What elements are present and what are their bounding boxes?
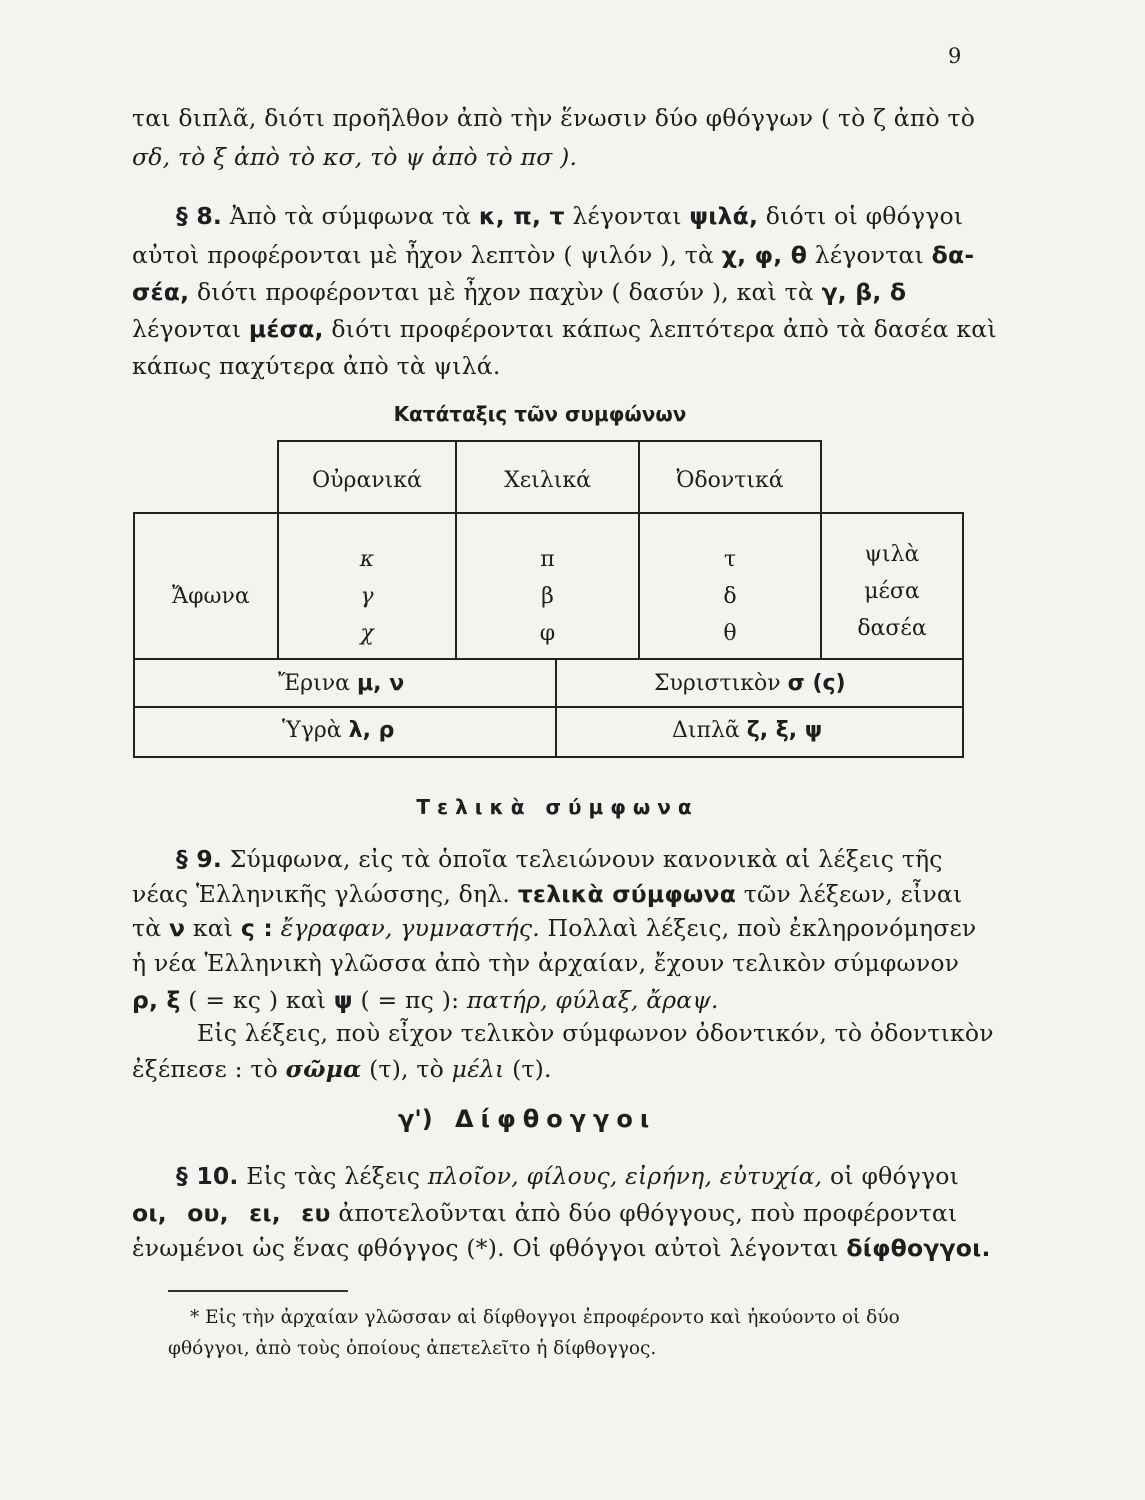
type-dasea: δασέα bbox=[857, 616, 927, 641]
nasal-label: Ἔρινα bbox=[278, 671, 350, 696]
footnote-line-2: φθόγγοι, ἀπὸ τοὺς ὁποίους ἀπετελεῖτο ἡ δίφθογγος. bbox=[168, 1338, 657, 1359]
text-span: διότι προφέρονται κάπως λεπτότερα ἀπὸ τὰ δασέα καὶ bbox=[331, 315, 997, 343]
table-rule bbox=[133, 756, 964, 758]
heading-title: Δίφθογγοι bbox=[455, 1105, 657, 1133]
bold-letters: γ, β, δ bbox=[821, 278, 907, 306]
section-8-line-1 bbox=[176, 202, 963, 230]
text-span: οἱ φθόγγοι bbox=[830, 1162, 960, 1190]
text-span: ἐξέπεσε : τὸ bbox=[132, 1055, 278, 1083]
bold-letters: ρ, ξ bbox=[132, 986, 181, 1014]
term-mesa: μέσα, bbox=[248, 315, 324, 343]
letter-theta: θ bbox=[723, 621, 737, 646]
palatal-letters bbox=[279, 541, 455, 652]
bold-letters: ν bbox=[168, 914, 186, 942]
letter-phi: φ bbox=[539, 621, 556, 646]
liquid-letters: λ, ρ bbox=[348, 718, 395, 743]
bold-letters: κ, π, τ bbox=[478, 202, 565, 230]
letter-pi: π bbox=[540, 547, 555, 572]
letter-kappa: κ bbox=[359, 547, 375, 572]
double-cell bbox=[672, 718, 822, 743]
text-span: Πολλαὶ λέξεις, ποὺ ἐκληρονόμησεν bbox=[547, 914, 977, 942]
section-9-line-4: ἡ νέα Ἑλληνικὴ γλῶσσα ἀπὸ τὴν ἀρχαίαν, ἔχουν τελικὸν σύμφωνον bbox=[132, 949, 960, 977]
sibilant-letters: σ (ς) bbox=[787, 671, 846, 696]
table-rule bbox=[133, 658, 963, 660]
sibilant-cell bbox=[654, 671, 846, 696]
text-span: Εἰς τὰς λέξεις bbox=[246, 1162, 421, 1190]
double-letters: ζ, ξ, ψ bbox=[746, 718, 823, 743]
sibilant-label: Συριστικὸν bbox=[654, 671, 781, 696]
text-span: Ἀπὸ τὰ σύμφωνα τὰ bbox=[229, 202, 472, 230]
table-caption bbox=[0, 402, 1080, 426]
section-8-number: § 8. bbox=[176, 202, 223, 230]
term-telika-symfona: τελικὰ σύμφωνα bbox=[517, 880, 737, 908]
header-dental: Ὀδοντικά bbox=[676, 468, 784, 493]
example-meli: μέλι bbox=[451, 1055, 505, 1083]
term-dasea-end: σέα, bbox=[132, 278, 190, 306]
term-dasea-start: δα- bbox=[931, 241, 975, 269]
liquid-label: Ὑγρὰ bbox=[282, 718, 342, 743]
text-span: Σύμφωνα, εἰς τὰ ὁποῖα τελειώνουν κανονικὰ αἱ λέξεις τῆς bbox=[229, 845, 943, 873]
type-psila: ψιλὰ bbox=[864, 542, 920, 567]
intro-line-1: ται διπλᾶ, διότι προῆλθον ἀπὸ τὴν ἕνωσιν δύο φθόγγων ( τὸ ζ ἀπὸ τὸ bbox=[132, 104, 976, 132]
final-consonants-heading-text: Τελικὰ σύμφωνα bbox=[416, 795, 699, 819]
section-10-line-1 bbox=[176, 1162, 959, 1190]
section-8-line-4 bbox=[132, 315, 997, 343]
table-rule bbox=[555, 658, 557, 757]
term-psila: ψιλά, bbox=[689, 202, 759, 230]
text-span: τὰ bbox=[132, 914, 162, 942]
text-span: λέγονται bbox=[572, 202, 682, 230]
header-palatal: Οὐρανικά bbox=[312, 468, 422, 493]
dental-letters bbox=[640, 541, 820, 652]
text-span: διότι προφέρονται μὲ ἦχον παχὺν ( δασύν ), καὶ τὰ bbox=[196, 278, 814, 306]
header-labial: Χειλικά bbox=[504, 468, 591, 493]
table-rule bbox=[277, 440, 822, 442]
section-9-line-2 bbox=[132, 880, 962, 908]
footnote-line-1: * Εἰς τὴν ἀρχαίαν γλῶσσαν αἱ δίφθογγοι ἐπροφέροντο καὶ ἠκούοντο οἱ δύο bbox=[190, 1307, 900, 1328]
bold-letters: ψ bbox=[333, 986, 353, 1014]
example-words: πατήρ, φύλαξ, ἄραψ. bbox=[466, 986, 719, 1014]
section-8-line-5: κάπως παχύτερα ἀπὸ τὰ ψιλά. bbox=[132, 352, 501, 380]
term-diphthongs: δίφθογγοι. bbox=[846, 1234, 991, 1262]
section-9-number: § 9. bbox=[176, 845, 223, 873]
double-label: Διπλᾶ bbox=[672, 718, 740, 743]
row-label-afona: Ἄφωνα bbox=[172, 584, 250, 609]
text-span: ἑνωμένοι ὡς ἕνας φθόγγος (*). Οἱ φθόγγοι αὐτοὶ λέγονται bbox=[132, 1234, 839, 1262]
text-span: νέας Ἑλληνικῆς γλώσσης, δηλ. bbox=[132, 880, 511, 908]
section-10-line-3 bbox=[132, 1234, 991, 1262]
text-span: τῶν λέξεων, εἶναι bbox=[743, 880, 963, 908]
section-9-line-3 bbox=[132, 914, 976, 942]
section-8-line-3 bbox=[132, 278, 906, 306]
text-span: λέγονται bbox=[132, 315, 242, 343]
table-rule bbox=[133, 512, 135, 757]
nasal-letters: μ, ν bbox=[356, 671, 405, 696]
nasal-cell bbox=[278, 671, 404, 696]
table-rule bbox=[962, 512, 964, 757]
liquid-cell bbox=[282, 718, 394, 743]
letter-delta: δ bbox=[723, 584, 737, 609]
page-number: 9 bbox=[948, 44, 962, 68]
text-span: (τ). bbox=[512, 1055, 552, 1083]
type-mesa: μέσα bbox=[864, 579, 920, 604]
text-span: λέγονται bbox=[814, 241, 924, 269]
footnote-rule bbox=[168, 1290, 348, 1292]
table-rule bbox=[133, 512, 963, 514]
text-span: αὐτοὶ προφέρονται μὲ ἦχον λεπτὸν ( ψιλόν ), τὰ bbox=[132, 241, 715, 269]
type-labels bbox=[822, 536, 962, 647]
section-9-line-1 bbox=[176, 845, 943, 873]
section-9-line-7 bbox=[132, 1055, 552, 1083]
section-10-number: § 10. bbox=[176, 1162, 239, 1190]
section-9-line-6: Εἰς λέξεις, ποὺ εἶχον τελικὸν σύμφωνον ὀδοντικόν, τὸ ὀδοντικὸν bbox=[197, 1019, 994, 1047]
diphthongs-heading bbox=[398, 1105, 656, 1133]
section-8-line-2 bbox=[132, 241, 974, 269]
letter-beta: β bbox=[541, 584, 554, 609]
example-words: ἔγραφαν, γυμναστής. bbox=[280, 914, 540, 942]
example-words: πλοῖον, φίλους, εἰρήνη, εὐτυχία, bbox=[427, 1162, 823, 1190]
letter-gamma: γ bbox=[360, 584, 374, 609]
intro-line-2: σδ, τὸ ξ ἀπὸ τὸ κσ, τὸ ψ ἀπὸ τὸ πσ ). bbox=[132, 143, 578, 171]
section-9-line-5 bbox=[132, 986, 719, 1014]
text-span: ἀποτελοῦνται ἀπὸ δύο φθόγγους, ποὺ προφέρονται bbox=[338, 1199, 958, 1227]
text-span: διότι οἱ φθόγγοι bbox=[765, 202, 964, 230]
bold-letters: ς : bbox=[240, 914, 273, 942]
section-10-line-2 bbox=[132, 1199, 957, 1227]
heading-prefix: γ') bbox=[398, 1105, 433, 1133]
text-span: ( = πς ): bbox=[360, 986, 460, 1014]
table-caption-text: Κατάταξις τῶν συμφώνων bbox=[393, 402, 687, 426]
text-span: (τ), τὸ bbox=[369, 1055, 444, 1083]
example-soma: σῶμα bbox=[285, 1055, 362, 1083]
bold-letters: χ, φ, θ bbox=[721, 241, 808, 269]
text-span: ( = κς ) καὶ bbox=[188, 986, 327, 1014]
final-consonants-heading bbox=[0, 795, 1115, 819]
letter-tau: τ bbox=[723, 547, 737, 572]
table-rule bbox=[133, 706, 963, 708]
labial-letters bbox=[457, 541, 638, 652]
letter-chi: χ bbox=[360, 621, 374, 646]
text-span: καὶ bbox=[192, 914, 234, 942]
diphthong-letters: οι, ου, ει, ευ bbox=[132, 1199, 331, 1227]
